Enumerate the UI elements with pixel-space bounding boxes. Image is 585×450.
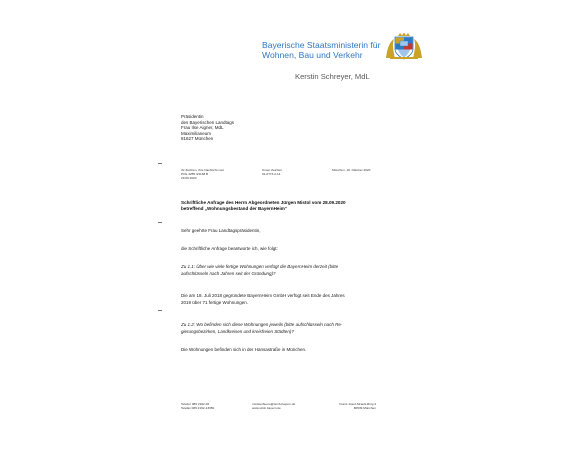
reference-our-sign <box>262 168 282 176</box>
footer-email: ministerbuero@stmb.bayern.de <box>252 402 296 406</box>
answer-1-1 <box>181 293 345 306</box>
answer-1-2 <box>181 347 306 354</box>
question-line: gierungsbezirken, Landkreisen und kreisfreien Städten)? <box>181 328 294 334</box>
ministry-name <box>262 40 380 60</box>
question-line: aufschlüsseln nach Jahren seit der Gründung)? <box>181 270 276 276</box>
letter-subject <box>181 200 346 212</box>
recipient-address <box>181 114 234 142</box>
ministry-line-1: Bayerische Staatsministerin für <box>262 40 381 50</box>
footer-line: Telefon 089 2192-02 <box>181 402 210 406</box>
sender-name: Kerstin Schreyer, MdL <box>295 72 370 81</box>
footer-address <box>331 402 376 411</box>
address-line: 81627 München <box>181 136 214 142</box>
footer-website: www.stmb.bayern.de <box>252 406 281 411</box>
reference-date <box>332 168 370 172</box>
bavarian-coat-of-arms-icon <box>382 32 426 60</box>
question-line: Zu 1.2: Wo befinden sich diese Wohnungen jeweils (bitte aufschlüsseln nach Re- <box>181 322 343 327</box>
reference-value: 29.09.2020 <box>181 176 197 181</box>
fold-mark <box>158 222 162 223</box>
reference-label: Unser Zeichen <box>262 168 283 172</box>
question-line: Zu 1.1: Über wie viele fertige Wohnungen verfügt die BayernHeim derzeit (bitte <box>181 264 339 269</box>
answer-line: 2019 über 71 fertige Wohnungen. <box>181 299 248 305</box>
answer-line: Die Wohnungen befinden sich in der Hansastraße in München. <box>181 347 307 352</box>
intro-paragraph <box>181 246 278 253</box>
footer-contact <box>252 402 295 411</box>
subject-line: Schriftliche Anfrage des Herrn Abgeordneten Jürgen Mistol vom 28.09.2020 <box>181 200 346 205</box>
footer-line: Telefax 089 2192-13350 <box>181 406 215 411</box>
ministry-line-2: Wohnen, Bau und Verkehr <box>262 50 363 60</box>
letter-date: München, 19. Oktober 2020 <box>332 168 371 172</box>
question-1-2 <box>181 322 342 335</box>
footer-line: Franz-Josef-Strauß-Ring 4 <box>339 402 376 406</box>
reference-value: PI/G-4255.3/1168 B <box>181 172 209 177</box>
answer-line: Die am 18. Juli 2018 gegründete BayernHeim GmbH verfügt seit Ende des Jahres <box>181 293 345 298</box>
salutation-text: Sehr geehrte Frau Landtagspräsidentin, <box>181 228 261 233</box>
address-line: Präsidentin <box>181 114 204 119</box>
reference-label: Ihr Zeichen, Ihre Nachricht vom <box>181 168 225 172</box>
footer-phone <box>181 402 214 411</box>
reference-your-sign <box>181 168 224 181</box>
fold-mark <box>158 310 162 311</box>
footer-line: 80539 München <box>353 406 376 411</box>
address-line: Frau Ilse Aigner, MdL <box>181 125 224 131</box>
address-line: des Bayerischen Landtags <box>181 119 235 125</box>
intro-text: die Schriftliche Anfrage beantworte ich, wie folgt: <box>181 246 278 251</box>
fold-mark <box>158 163 162 164</box>
reference-value: 91-0773.2-14 <box>262 172 281 177</box>
salutation <box>181 228 261 235</box>
address-line: Maximilianeum <box>181 130 212 136</box>
question-1-1 <box>181 264 338 277</box>
subject-line: betreffend „Wohnungsbestand der BayernHeim“ <box>181 206 288 211</box>
